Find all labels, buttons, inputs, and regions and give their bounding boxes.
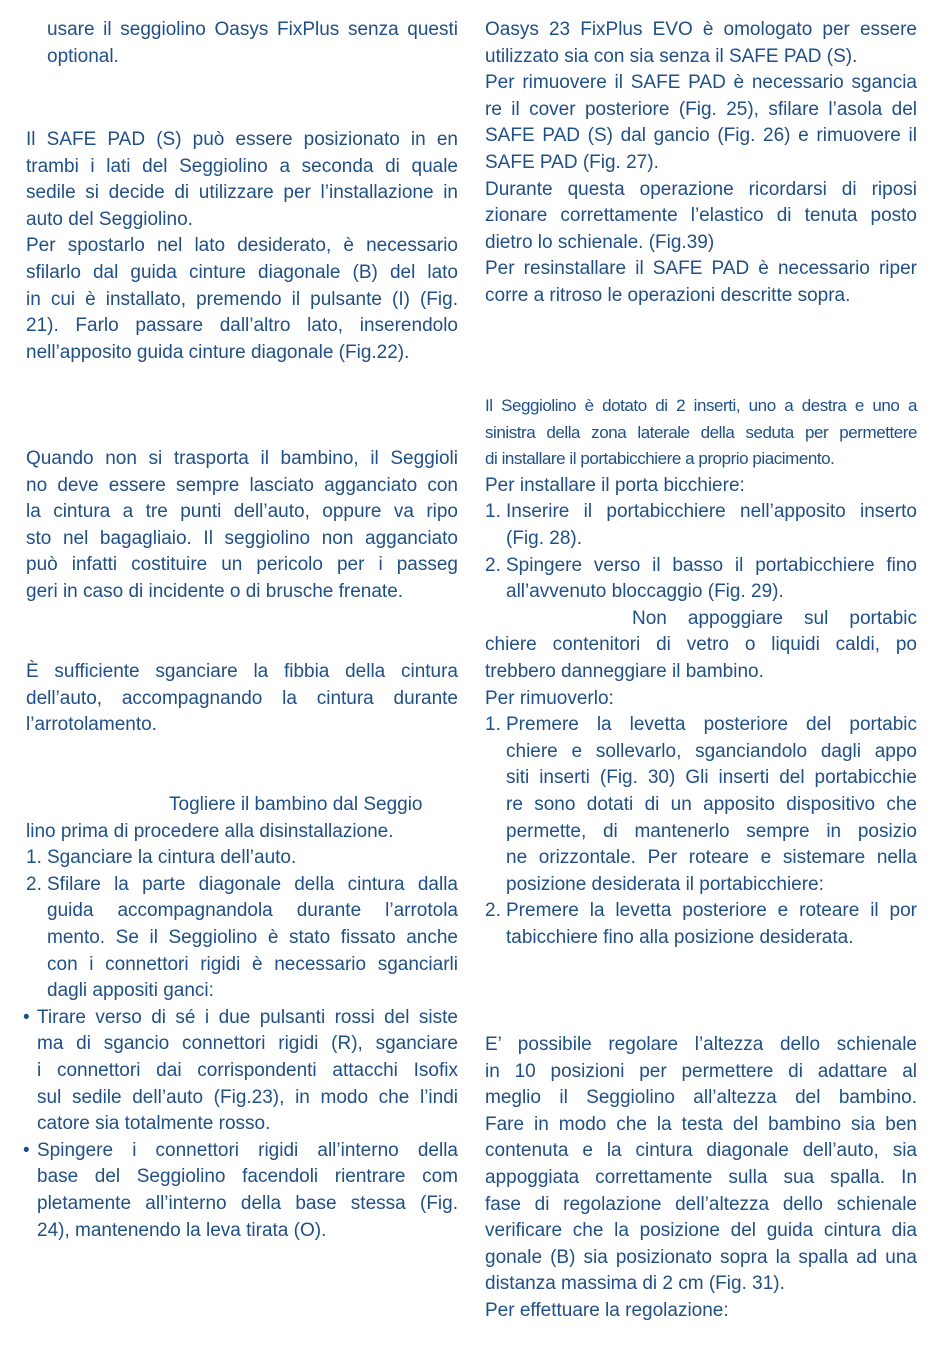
text-line: meglio il Seggiolino all’altezza del bambino.: [485, 1087, 917, 1109]
text-line: ne orizzontale. Per roteare e sistemare nella: [506, 847, 917, 869]
safe-pad-position-paragraph: [26, 127, 458, 366]
text-line: verificare che la posizione del guida cintura dia: [485, 1220, 917, 1242]
text-line: Per rimuovere il SAFE PAD è necessario sgancia: [485, 72, 917, 94]
text-line: distanza massima di 2 cm (Fig. 31).: [485, 1273, 785, 1295]
unbuckle-paragraph: [26, 659, 458, 739]
list-item: [485, 898, 917, 951]
text-line: catore sia totalmente rosso.: [37, 1113, 271, 1135]
list-item: [485, 712, 917, 898]
text-line: 24), mantenendo la leva tirata (O).: [37, 1219, 327, 1241]
text-line: geri in caso di incidente o di brusche frenate.: [26, 580, 404, 602]
text-line: posizione desiderata il portabicchiere:: [506, 873, 824, 895]
list-item: [26, 872, 458, 1005]
adjustment-title: Per effettuare la regolazione:: [485, 1299, 729, 1321]
text-line: Durante questa operazione ricordarsi di riposi: [485, 178, 917, 200]
safe-pad-removal-paragraph: [485, 17, 917, 310]
backrest-height-paragraph: [485, 1032, 917, 1325]
list-item: [485, 553, 917, 606]
cup-holder-install-title: Per installare il porta bicchiere:: [485, 474, 745, 496]
text-line: optional.: [47, 45, 119, 67]
uninstall-section: [23, 792, 458, 1244]
text-line: Il SAFE PAD (S) può essere posizionato in en: [26, 129, 458, 150]
text-line: pletamente all’interno della base stessa (Fig.: [37, 1192, 458, 1214]
text-line: Il Seggiolino è dotato di 2 inserti, uno a destra e uno a: [485, 396, 917, 415]
text-line: con i connettori rigidi è necessario sganciarli: [47, 953, 458, 975]
list-number: 2.: [485, 554, 501, 576]
text-line: Spingere verso il basso il portabicchiere fino: [506, 554, 917, 576]
text-line: gonale (B) sia posizionato sopra la spalla ad una: [485, 1246, 917, 1268]
text-line: Spingere i connettori rigidi all’interno della: [37, 1139, 458, 1161]
text-line: Non appoggiare sul portabic: [632, 607, 917, 629]
text-line: E’ possibile regolare l’altezza dello schienale: [485, 1034, 917, 1055]
text-line: dietro lo schienale. (Fig.39): [485, 231, 715, 253]
text-line: 21). Farlo passare dall’altro lato, inserendolo: [26, 315, 458, 337]
text-line: può infatti costituire un pericolo per i passeg: [26, 554, 458, 576]
text-line: (Fig. 28).: [506, 527, 583, 549]
text-line: Quando non si trasporta il bambino, il Seggioli: [26, 448, 458, 469]
text-line: re il cover posteriore (Fig. 25), sfilare l’asola del: [485, 98, 917, 120]
text-line: trambi i lati del Seggiolino a seconda di quale: [26, 155, 458, 177]
text-line: sinistra della zona laterale della seduta per permettere: [485, 422, 917, 442]
text-line: dagli appositi ganci:: [47, 980, 214, 1002]
text-line: all’avvenuto bloccaggio (Fig. 29).: [506, 581, 784, 603]
text-line: Premere la levetta posteriore e roteare il por: [506, 900, 917, 922]
list-number: 1.: [485, 714, 501, 736]
text-line: SAFE PAD (S) dal gancio (Fig. 26) e rimuovere il: [485, 125, 917, 147]
text-line: contenuta e la cintura diagonale dell’auto, sia: [485, 1140, 917, 1162]
text-line: in cui è installato, premendo il pulsante (I) (Fig.: [26, 288, 458, 310]
text-line: mento. Se il Seggiolino è stato fissato anche: [47, 926, 458, 948]
text-line: lino prima di procedere alla disinstallazione.: [26, 820, 394, 842]
text-line: Sganciare la cintura dell’auto.: [47, 847, 297, 869]
text-line: chiere contenitori di vetro o liquidi caldi, po: [485, 634, 917, 656]
text-line: Premere la levetta posteriore del portabic: [506, 714, 917, 736]
text-line: Oasys 23 FixPlus EVO è omologato per essere: [485, 19, 917, 40]
text-line: re sono dotati di un apposito dispositivo che: [506, 793, 917, 815]
text-line: Per spostarlo nel lato desiderato, è necessario: [26, 235, 458, 257]
text-line: È sufficiente sganciare la fibbia della cintura: [26, 661, 458, 682]
bullet-item: [23, 1138, 458, 1244]
text-line: Inserire il portabicchiere nell’apposito inserto: [506, 501, 917, 523]
text-line: Fare in modo che la testa del bambino sia ben: [485, 1113, 917, 1135]
text-line: i connettori dai corrispondenti attacchi Isofix: [37, 1059, 458, 1081]
text-line: SAFE PAD (Fig. 27).: [485, 151, 659, 173]
text-line: Sfilare la parte diagonale della cintura dalla: [47, 873, 458, 895]
text-line: l’arrotolamento.: [26, 714, 157, 736]
text-line: siti inserti (Fig. 30) Gli inserti del portabicchie: [506, 767, 917, 789]
text-line: Togliere il bambino dal Seggio: [169, 794, 423, 815]
cup-holder-remove-title: Per rimuoverlo:: [485, 687, 614, 709]
text-line: zionare correttamente l’elastico di tenuta posto: [485, 205, 917, 227]
text-line: dell’auto, accompagnando la cintura durante: [26, 687, 458, 709]
list-number: 1.: [485, 501, 501, 523]
cup-holder-section: [485, 393, 917, 951]
text-line: permette, di mantenerlo sempre in posizio: [506, 820, 917, 842]
bullet-item: [23, 1005, 458, 1138]
bullet-icon: •: [23, 1006, 30, 1028]
list-number: 1.: [26, 847, 42, 869]
list-number: 2.: [485, 900, 501, 922]
text-line: base del Seggiolino facendoli rientrare com: [37, 1166, 458, 1188]
text-line: fase di regolazione dell’altezza dello schienale: [485, 1193, 917, 1215]
text-line: usare il seggiolino Oasys FixPlus senza questi: [47, 19, 458, 40]
text-line: sfilarlo dal guida cinture diagonale (B) del lato: [26, 261, 458, 283]
bullet-icon: •: [23, 1139, 30, 1161]
text-line: di installare il portabicchiere a proprio piacimento.: [485, 449, 835, 469]
list-item: [485, 499, 917, 552]
text-line: corre a ritroso le operazioni descritte sopra.: [485, 284, 851, 306]
text-line: in 10 posizioni per permettere di adattare al: [485, 1060, 917, 1082]
text-line: trebbero danneggiare il bambino.: [485, 660, 764, 682]
text-line: Tirare verso di sé i due pulsanti rossi del siste: [37, 1006, 458, 1028]
text-line: la cintura a tre punti dell’auto, oppure va ripo: [26, 501, 458, 523]
text-line: chiere e sollevarlo, sganciandolo dagli appo: [506, 740, 917, 762]
text-line: guida accompagnandola durante l’arrotola: [47, 900, 458, 922]
text-line: nell’apposito guida cinture diagonale (Fig.22).: [26, 341, 410, 363]
text-line: utilizzato sia con sia senza il SAFE PAD (S).: [485, 45, 858, 67]
text-line: sto nel bagagliaio. Il seggiolino non agganciato: [26, 527, 458, 549]
text-line: auto del Seggiolino.: [26, 208, 193, 230]
text-line: tabicchiere fino alla posizione desiderata.: [506, 926, 854, 948]
list-item: [26, 845, 458, 872]
text-line: ma di sgancio connettori rigidi (R), sganciare: [37, 1033, 458, 1055]
text-line: appoggiata correttamente sulla sua spalla. In: [485, 1166, 917, 1188]
list-number: 2.: [26, 873, 42, 895]
optional-end-paragraph: [26, 17, 458, 70]
text-line: Per resinstallare il SAFE PAD è necessario riper: [485, 258, 917, 280]
when-not-transporting-paragraph: [26, 446, 458, 606]
text-line: sedile si decide di utilizzare per l’installazione in: [26, 182, 458, 204]
text-line: sul sedile dell’auto (Fig.23), in modo che l’indi: [37, 1086, 458, 1108]
text-line: no deve essere sempre lasciato agganciato con: [26, 474, 458, 496]
